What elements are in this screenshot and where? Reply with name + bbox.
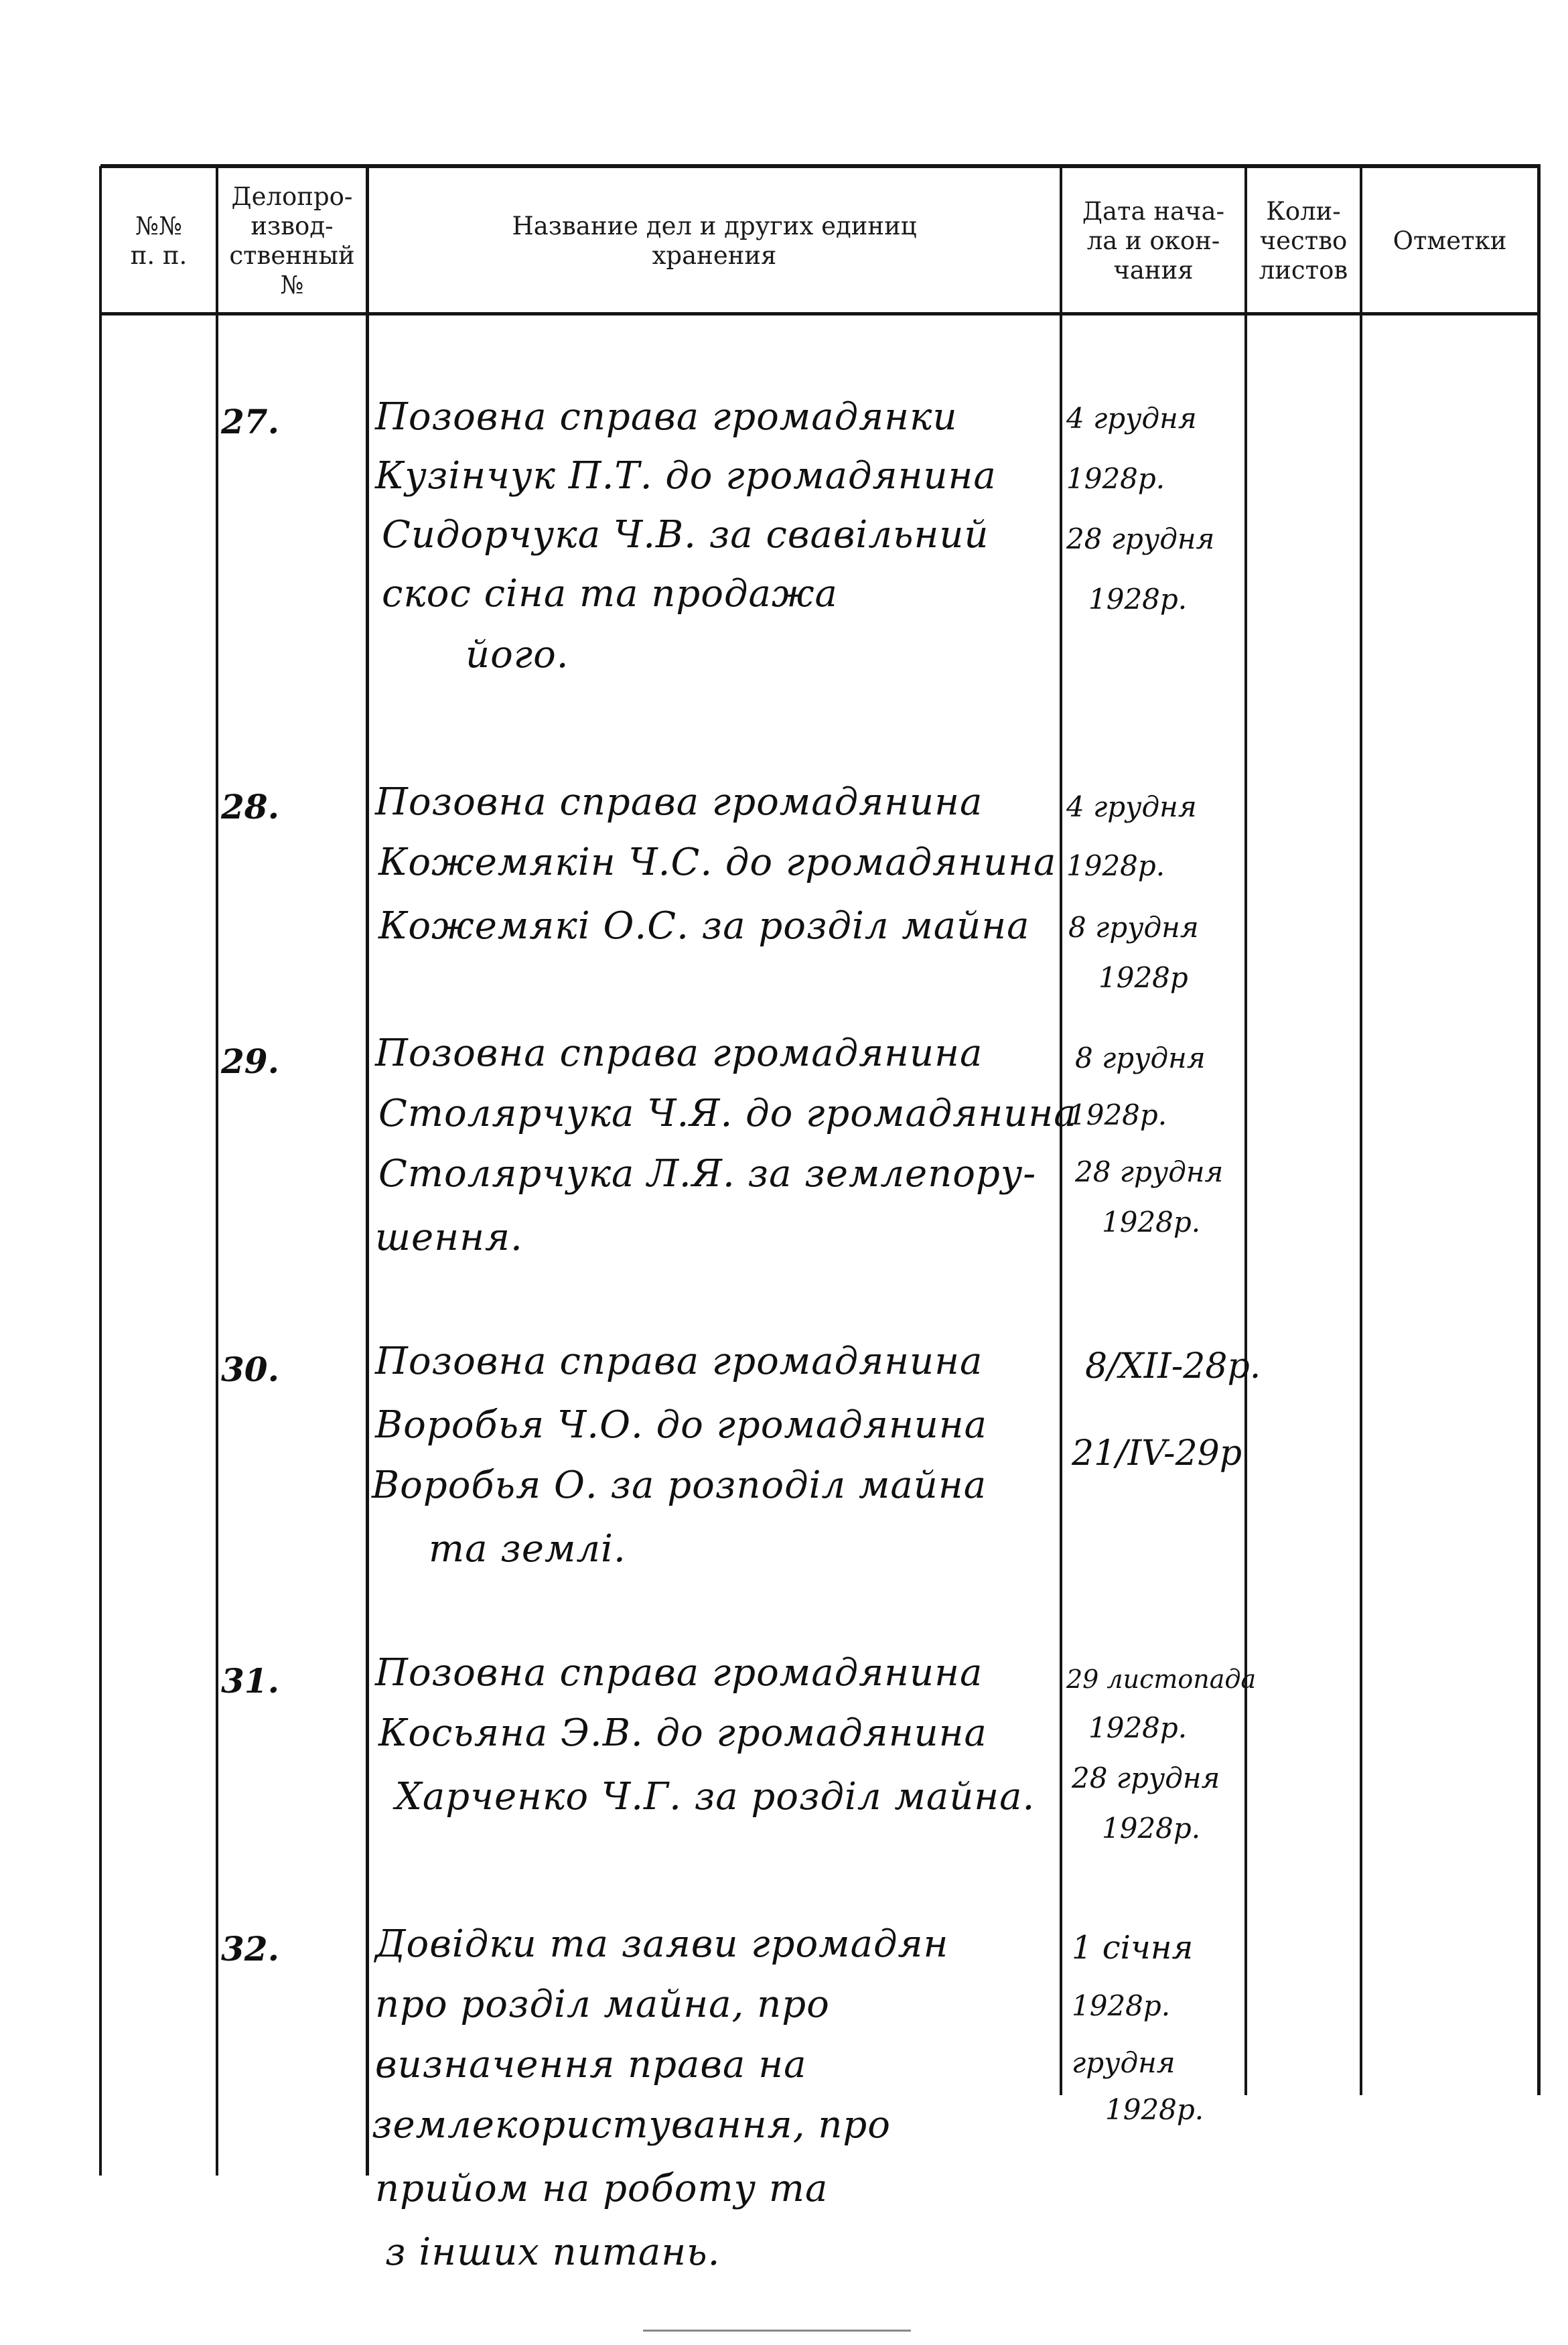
row-number: 31. [221, 1661, 279, 1701]
row-title-line: Позовна справа громадянина [375, 1032, 983, 1075]
row-title-line: з інших питань. [385, 2230, 721, 2274]
row-title-line: про розділ майна, про [375, 1983, 830, 2026]
table-right-border [1537, 166, 1541, 2095]
table-left-border [99, 166, 102, 2176]
row-title-line: Сидорчука Ч.В. за свавільний [382, 513, 989, 557]
row-title-line: Кожемякін Ч.С. до громадянина [378, 841, 1057, 884]
row-title-line: Кожемякі О.С. за розділ майна [378, 904, 1030, 948]
row-date-line: 8 грудня [1068, 911, 1199, 944]
row-title-line: шення. [375, 1216, 523, 1259]
row-title-line: Позовна справа громадянина [375, 1340, 983, 1383]
row-title-line: Воробья О. за розподіл майна [372, 1464, 987, 1507]
row-date-line: 1928р. [1102, 1812, 1201, 1845]
row-date-line: 8/XII-28р. [1085, 1346, 1261, 1387]
header-notes: Отметки [1393, 226, 1507, 255]
table-top-border [100, 164, 1541, 168]
row-title-line: землекористування, про [372, 2103, 891, 2147]
row-date-line: 1928р. [1102, 1206, 1201, 1238]
row-date-line: 1928р [1098, 961, 1188, 994]
row-title-line: Позовна справа громадянки [375, 395, 958, 439]
header-dates: Дата нача- ла и окон- чания [1082, 197, 1225, 285]
row-date-line: 1928р. [1066, 849, 1165, 882]
header-office-num: Делопро- извод- ственный № [229, 182, 355, 299]
row-date-line: 28 грудня [1072, 1762, 1220, 1794]
row-date-line: 28 грудня [1066, 522, 1215, 555]
header-num: №№ п. п. [130, 212, 188, 270]
row-title-line: Столярчука Ч.Я. до громадянина [378, 1092, 1077, 1135]
header-sheets: Коли- чество листов [1259, 197, 1348, 285]
row-title-line: скос сіна та продажа [382, 572, 838, 616]
row-date-line: 1928р. [1105, 2093, 1204, 2126]
col-divider-2 [366, 166, 369, 2176]
row-date-line: 1928р. [1088, 1711, 1188, 1744]
row-date-line: грудня [1072, 2046, 1175, 2079]
row-date-line: 1928р. [1072, 1989, 1171, 2022]
row-date-line: 4 грудня [1066, 402, 1197, 435]
row-title-line: Довідки та заяви громадян [375, 1922, 949, 1966]
row-date-line: 29 листопада [1066, 1664, 1257, 1694]
row-number: 32. [221, 1929, 279, 1969]
row-date-line: 1928р. [1066, 462, 1165, 495]
row-title-line: Позовна справа громадянина [375, 780, 983, 824]
col-divider-1 [216, 166, 218, 2176]
row-date-line: 8 грудня [1075, 1042, 1206, 1074]
row-number: 28. [221, 787, 279, 827]
row-date-line: 21/IV-29р [1072, 1433, 1242, 1474]
scan-bottom-mark [643, 2330, 911, 2332]
row-title-line: Кузінчук П.Т. до громадянина [375, 454, 997, 498]
header-bottom-border [100, 312, 1541, 315]
row-date-line: 1928р. [1068, 1098, 1167, 1131]
row-number: 27. [221, 402, 279, 441]
row-date-line: 28 грудня [1075, 1155, 1224, 1188]
row-title-line: Столярчука Л.Я. за землепору- [378, 1152, 1037, 1196]
row-title-line: прийом на роботу та [375, 2167, 829, 2210]
row-title-line: його. [466, 633, 569, 677]
row-title-line: Воробья Ч.О. до громадянина [375, 1403, 988, 1447]
row-date-line: 1 січня [1072, 1929, 1194, 1967]
row-title-line: Харченко Ч.Г. за розділ майна. [395, 1775, 1036, 1819]
row-date-line: 1928р. [1088, 583, 1188, 616]
row-title-line: Позовна справа громадянина [375, 1651, 983, 1695]
row-title-line: та землі. [429, 1527, 626, 1571]
row-title-line: визначення права на [375, 2043, 807, 2086]
row-number: 29. [221, 1042, 279, 1081]
row-number: 30. [221, 1350, 279, 1389]
col-divider-5 [1360, 166, 1362, 2095]
header-title: Название дел и других единиц хранения [512, 212, 917, 270]
row-date-line: 4 грудня [1066, 790, 1197, 823]
col-divider-4 [1244, 166, 1247, 2095]
row-title-line: Косьяна Э.В. до громадянина [378, 1711, 987, 1755]
